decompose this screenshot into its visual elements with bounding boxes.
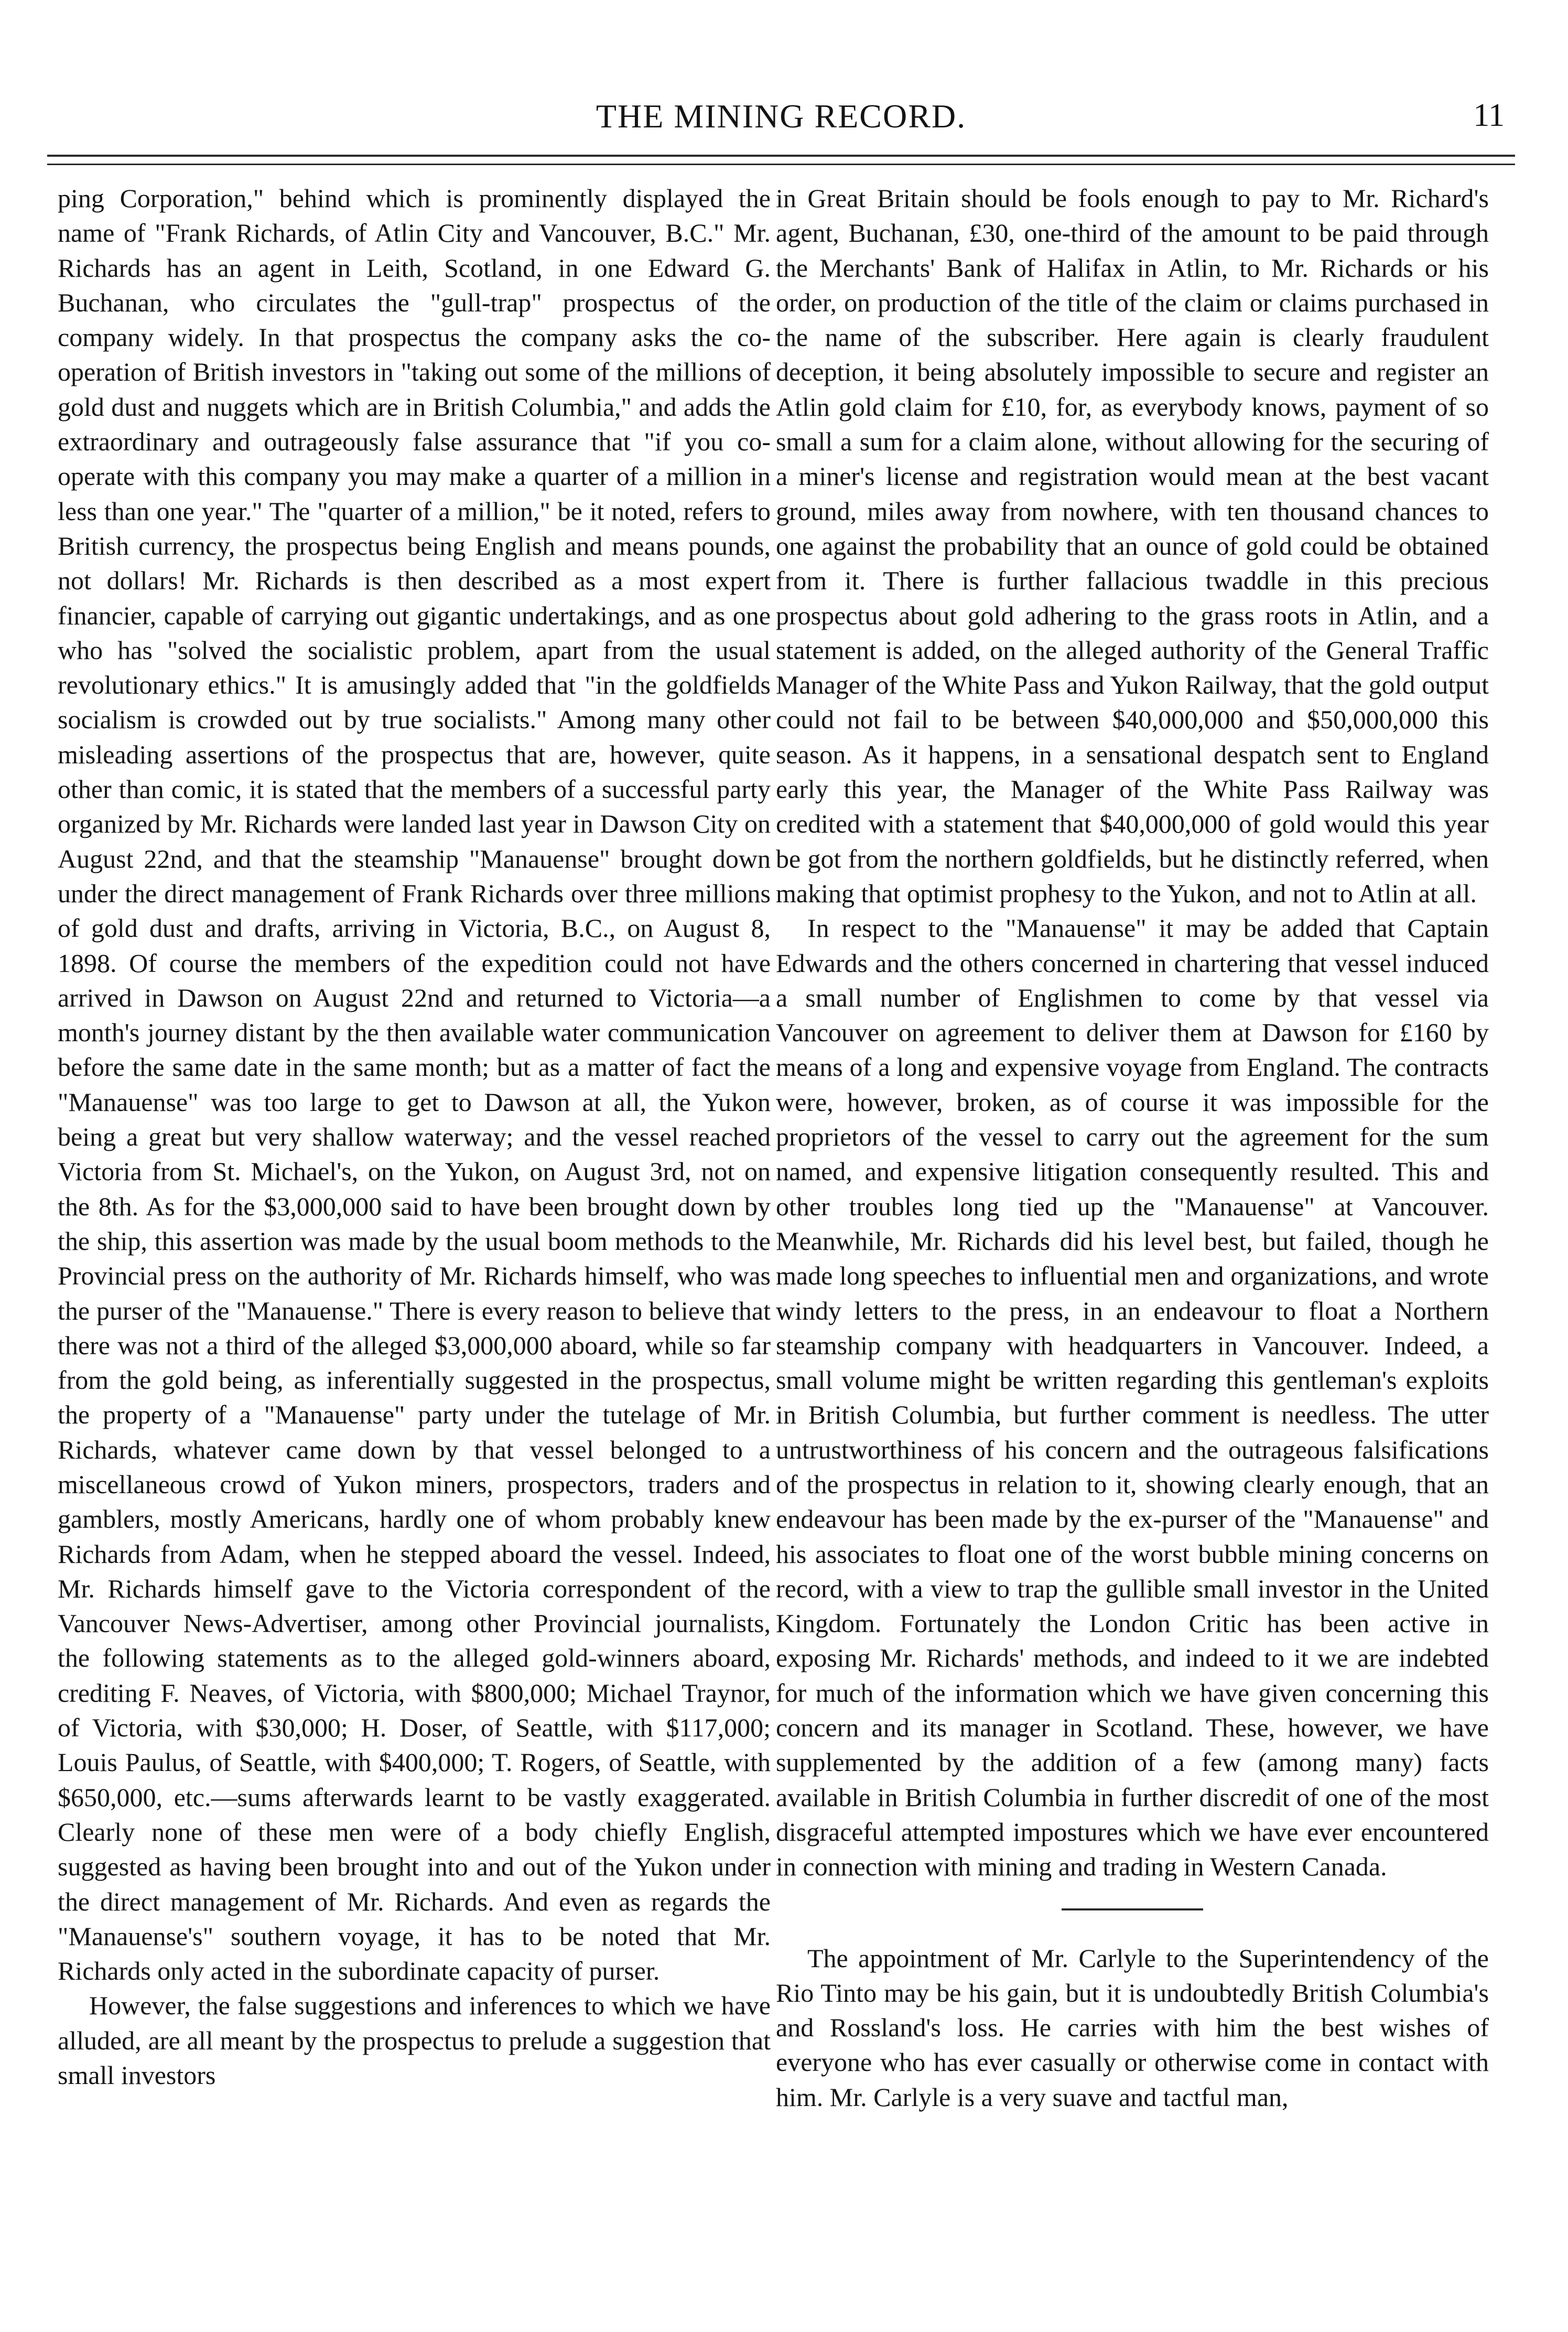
right-paragraph-2: In respect to the "Manauense" it may be added that Captain Edwards and the others concerned in chartering that vessel induced a small number of Englishmen to come by that vessel via Vancouver on agreement to deliver them at Dawson for £160 by means of a long and expensive voyage from England. The contracts were, however, broken, as of course it was impossible for the proprietors of the vessel to carry out the agreement for the sum named, and expensive litigation consequently resulted. This and other troubles long tied up the "Manauense" at Vancouver. Meanwhile, Mr. Richards did his level best, but failed, though he made long speeches to influential men and organizations, and wrote windy letters to the press, in an endeavour to float a Northern steamship company with headquarters in Vancouver. Indeed, a small volume might be written regarding this gentleman's exploits in British Columbia, but further comment is needless. The utter untrustworthiness of his concern and the outrageous falsifications of the prospectus in relation to it, showing clearly enough, that an endeavour has been made by the ex-purser of the "Manauense" and his associates to float one of the worst bubble mining concerns on record, with a view to trap the gullible small investor in the United Kingdom. Fortunately the London Critic has been active in exposing Mr. Richards' methods, and indeed to it we are indebted for much of the information which we have given concerning this concern and its manager in Scotland. These, however, we have supplemented by the addition of a few (among many) facts available in British Columbia in further discredit of one of the most disgraceful attempted impostures which we have ever encountered in connection with mining and trading in Western Canada. bbox=[776, 913, 1489, 1882]
right-column bbox=[776, 181, 1489, 2114]
header-rule-thick bbox=[47, 155, 1515, 157]
page-header bbox=[47, 92, 1515, 149]
page-number: 11 bbox=[1473, 98, 1505, 133]
left-paragraph-1: ping Corporation," behind which is prominently displayed the name of "Frank Richards, of Atlin City and Vancouver, B.C." Mr. Richards has an agent in Leith, Scotland, in one Edward G. Buchanan, who circulates the "gull-trap" prospectus of the company widely. In that prospectus the company asks the co-operation of British investors in "taking out some of the millions of gold dust and nuggets which are in British Columbia," and adds the extraordinary and outrageously false assurance that "if you co-operate with this company you may make a quarter of a million in less than one year." The "quarter of a million," be it noted, refers to British currency, the prospectus being English and means pounds, not dollars! Mr. Richards is then described as a most expert financier, capable of carrying out gigantic undertakings, and as one who has "solved the socialistic problem, apart from the usual revolutionary ethics." It is amusingly added that "in the goldfields socialism is crowded out by true socialists." Among many other misleading assertions of the prospectus that are, however, quite other than comic, it is stated that the members of a successful party organized by Mr. Richards were landed last year in Dawson City on August 22nd, and that the steamship "Manauense" brought down under the direct management of Frank Richards over three millions of gold dust and drafts, arriving in Victoria, B.C., on August 8, 1898. Of course the members of the expedition could not have arrived in Dawson on August 22nd and returned to Victoria—a month's journey distant by the then available water communication before the same date in the same month; but as a matter of fact the "Manauense" was too large to get to Dawson at all, the Yukon being a great but very shallow waterway; and the vessel reached Victoria from St. Michael's, on the Yukon, on August 3rd, not on the 8th. As for the $3,000,000 said to have been brought down by the ship, this assertion was made by the usual boom methods to the Provincial press on the authority of Mr. Richards himself, who was the purser of the "Manauense." There is every reason to believe that there was not a third of the alleged $3,000,000 aboard, while so far from the gold being, as inferentially suggested in the prospectus, the property of a "Manauense" party under the tutelage of Mr. Richards, whatever came down by that vessel belonged to a miscellaneous crowd of Yukon miners, prospectors, traders and gamblers, mostly Americans, hardly one of whom probably knew Richards from Adam, when he stepped aboard the vessel. Indeed, Mr. Richards himself gave to the Victoria correspondent of the Vancouver News-Advertiser, among other Provincial journalists, the following statements as to the alleged gold-winners aboard, crediting F. Neaves, of Victoria, with $800,000; Michael Traynor, of Victoria, with $30,000; H. Doser, of Seattle, with $117,000; Louis Paulus, of Seattle, with $400,000; T. Rogers, of Seattle, with $650,000, etc.—sums afterwards learnt to be vastly exaggerated. Clearly none of these men were of a body chiefly English, suggested as having been brought into and out of the Yukon under the direct management of Mr. Richards. And even as regards the "Manauense's" southern voyage, it has to be noted that Mr. Richards only acted in the subordinate capacity of purser. bbox=[58, 183, 771, 1986]
right-paragraph-1: in Great Britain should be fools enough to pay to Mr. Richard's agent, Buchanan, £30, one-third of the amount to be paid through the Merchants' Bank of Halifax in Atlin, to Mr. Richards or his order, on production of the title of the claim or claims purchased in the name of the subscriber. Here again is clearly fraudulent deception, it being absolutely impossible to secure and register an Atlin gold claim for £10, for, as everybody knows, payment of so small a sum for a claim alone, without allowing for the securing of a miner's license and registration would mean at the best vacant ground, miles away from nowhere, with ten thousand chances to one against the probability that an ounce of gold could be obtained from it. There is further fallacious twaddle in this precious prospectus about gold adhering to the grass roots in Atlin, and a statement is added, on the alleged authority of the General Traffic Manager of the White Pass and Yukon Railway, that the gold output could not fail to be between $40,000,000 and $50,000,000 this season. As it happens, in a sensational despatch sent to England early this year, the Manager of the White Pass Railway was credited with a statement that $40,000,000 of gold would this year be got from the northern goldfields, but he distinctly referred, when making that optimist prophesy to the Yukon, and not to Atlin at all. bbox=[776, 183, 1489, 908]
right-paragraph-3: The appointment of Mr. Carlyle to the Superintendency of the Rio Tinto may be his gain, but it is undoubtedly British Columbia's and Rossland's loss. He carries with him the best wishes of everyone who has ever casually or otherwise come in contact with him. Mr. Carlyle is a very suave and tactful man, bbox=[776, 1943, 1489, 2112]
left-paragraph-2: However, the false suggestions and inferences to which we have alluded, are all meant by the prospectus to prelude a suggestion that small investors bbox=[58, 1991, 771, 2090]
running-head-title: THE MINING RECORD. bbox=[596, 98, 967, 135]
section-divider-rule bbox=[1062, 1908, 1203, 1910]
header-rule-thin bbox=[47, 164, 1515, 165]
left-column bbox=[58, 181, 771, 2092]
